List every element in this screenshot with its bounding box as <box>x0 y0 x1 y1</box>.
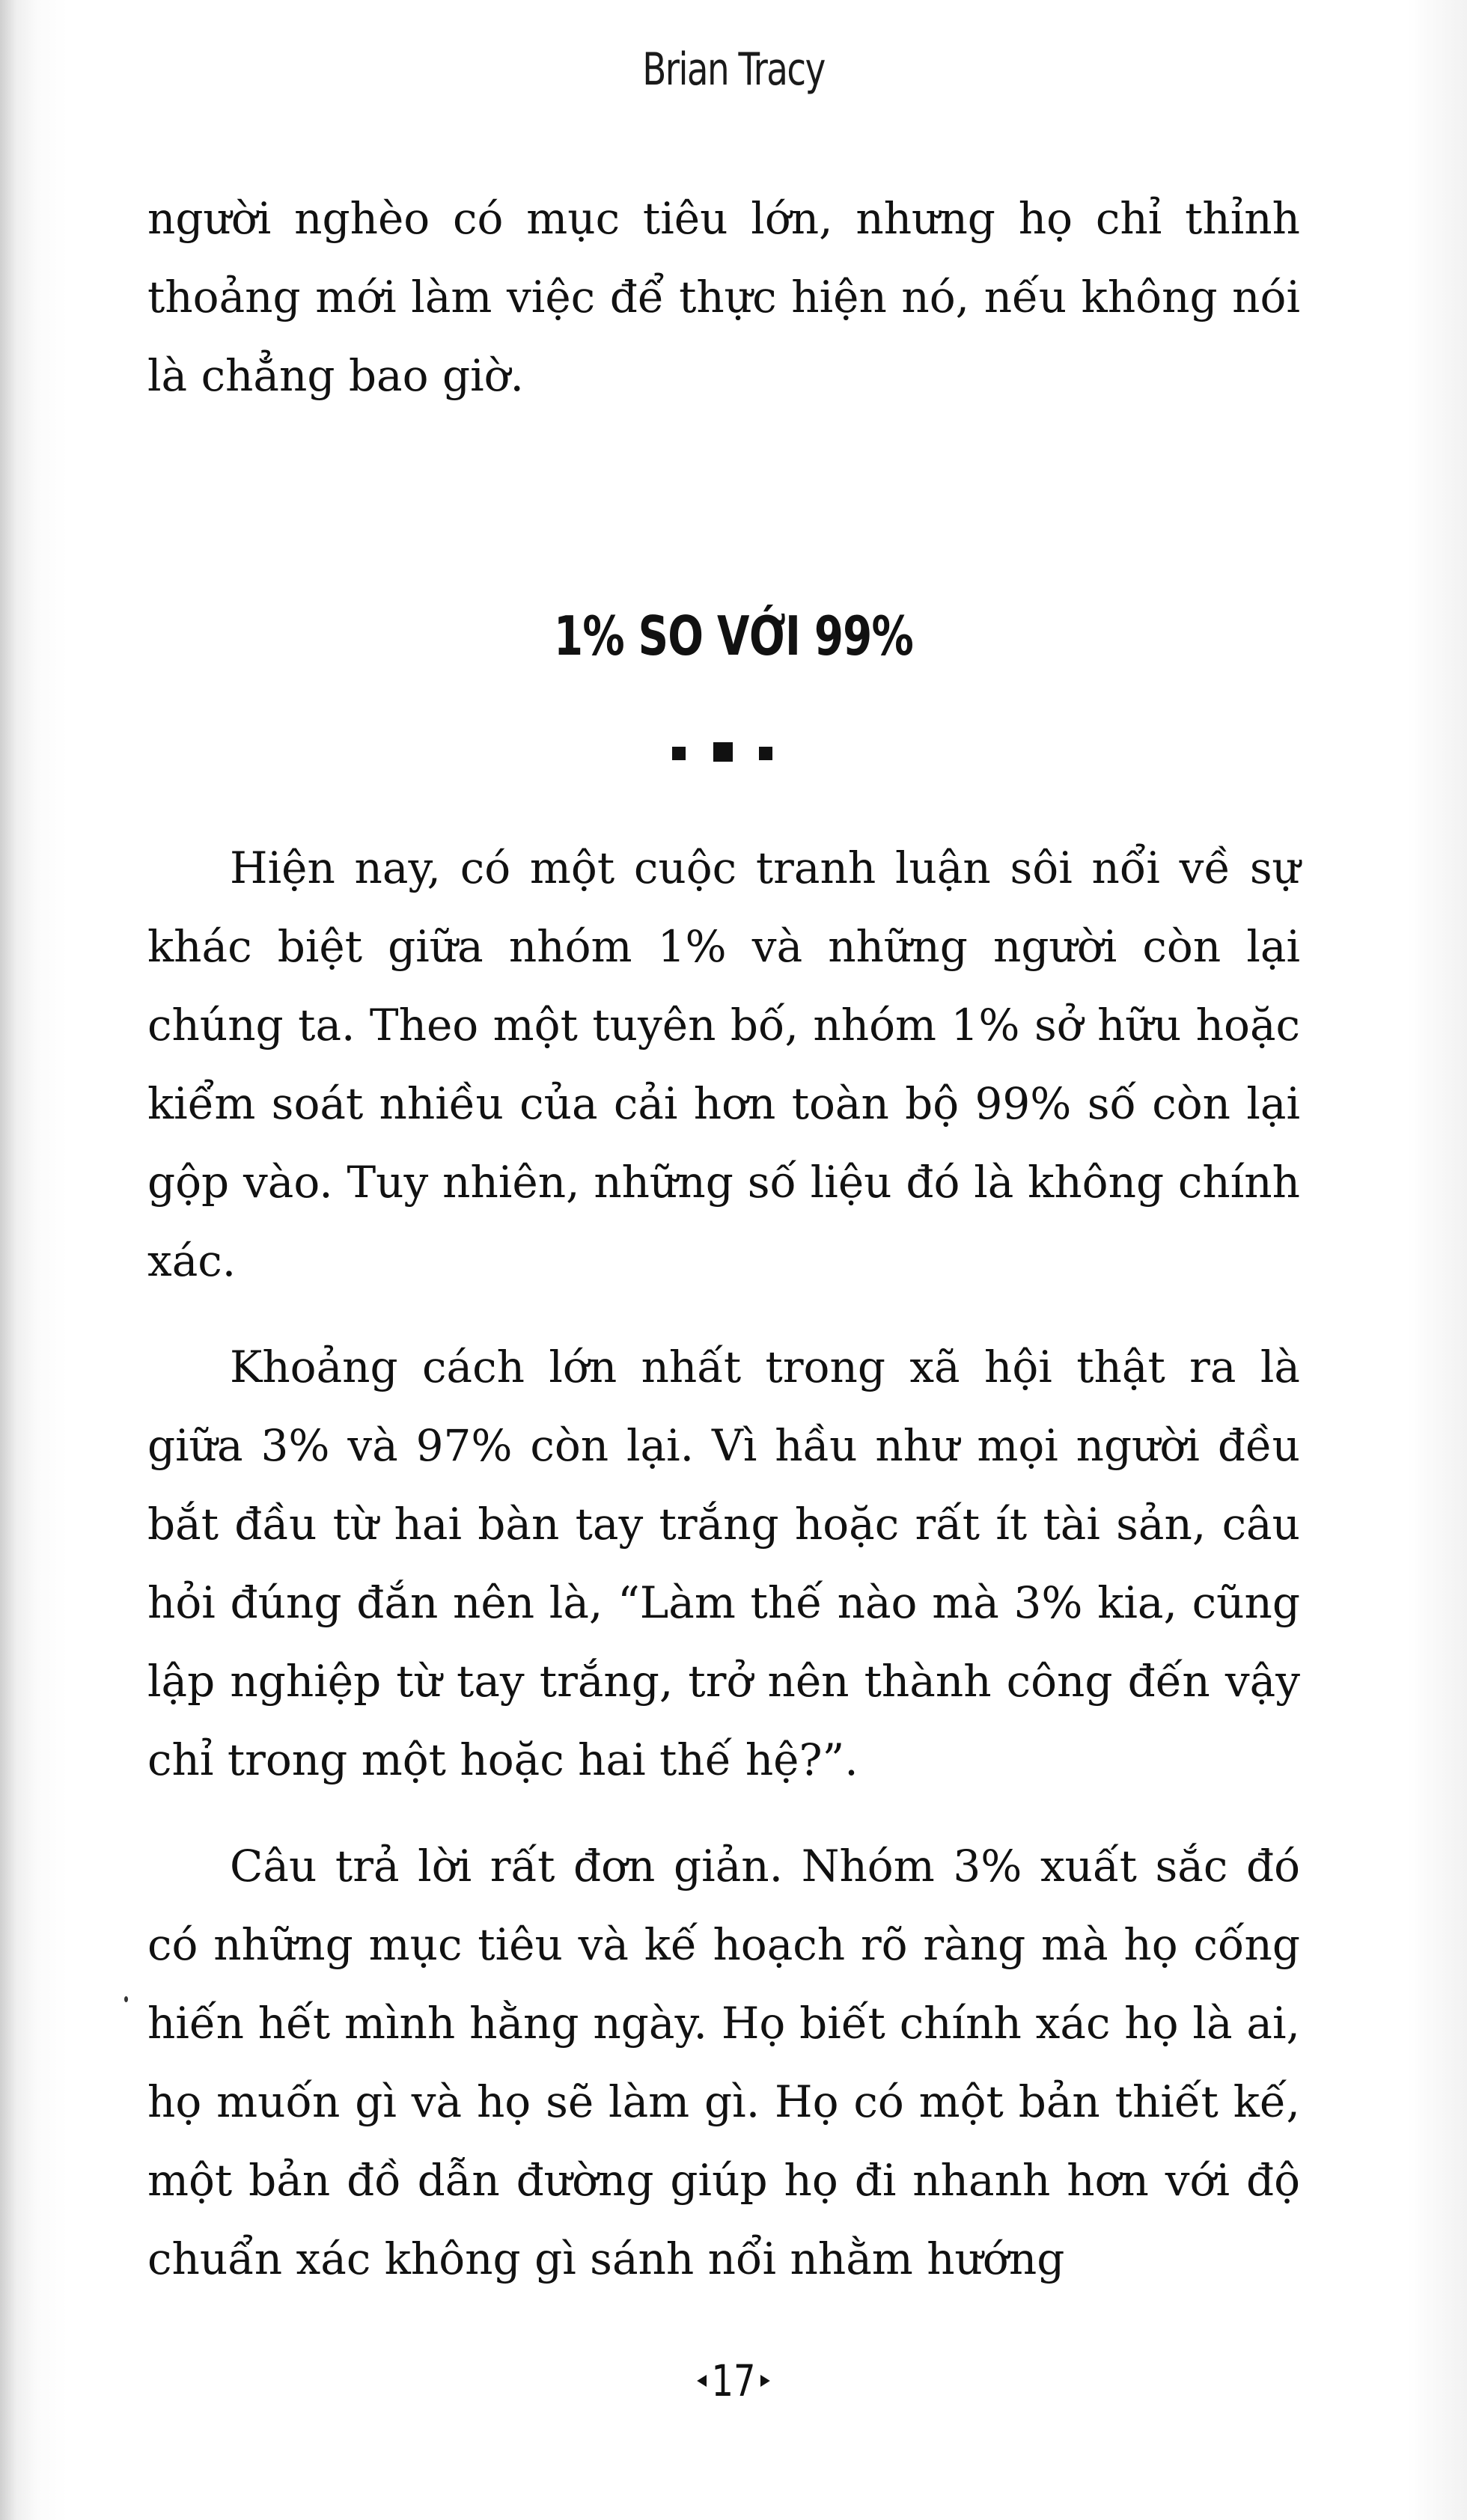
section-title: 1% SO VỚI 99% <box>554 605 913 667</box>
left-triangle-icon <box>697 2375 707 2387</box>
page-number-value: 17 <box>711 2355 756 2406</box>
paragraph-debate: Hiện nay, có một cuộc tranh luận sôi nổi về sự khác biệt giữa nhóm 1% và những người còn lại chúng ta. Theo một tuyên bố, nhóm 1% sở hữu hoặc kiểm soát nhiều của cải hơn toàn bộ 99% số còn lại gộp vào. Tuy nhiên, những số liệu đó là không chính xác. <box>147 842 1300 1286</box>
section-ornament <box>0 742 1467 772</box>
page-number <box>147 2355 1320 2406</box>
paragraph-continued: người nghèo có mục tiêu lớn, nhưng họ chỉ thỉnh thoảng mới làm việc để thực hiện nó, nếu không nói là chẳng bao giờ. <box>147 193 1300 401</box>
running-header-author: Brian Tracy <box>642 43 825 96</box>
print-speck <box>124 1996 128 2002</box>
ornament-square-icon <box>713 742 733 762</box>
ornament-square-icon <box>759 747 772 760</box>
paragraph-gap: Khoảng cách lớn nhất trong xã hội thật ra là giữa 3% và 97% còn lại. Vì hầu như mọi người đều bắt đầu từ hai bàn tay trắng hoặc rất ít tài sản, câu hỏi đúng đắn nên là, “Làm thế nào mà 3% kia, cũng lập nghiệp từ tay trắng, trở nên thành công đến vậy chỉ trong một hoặc hai thế hệ?”. <box>147 1342 1300 1785</box>
paragraph-answer: Câu trả lời rất đơn giản. Nhóm 3% xuất sắc đó có những mục tiêu và kế hoạch rõ ràng mà họ cống hiến hết mình hằng ngày. Họ biết chính xác họ là ai, họ muốn gì và họ sẽ làm gì. Họ có một bản thiết kế, một bản đồ dẫn đường giúp họ đi nhanh hơn với độ chuẩn xác không gì sánh nổi nhằm hướng <box>147 1841 1300 2284</box>
right-triangle-icon <box>760 2375 770 2387</box>
ornament-square-icon <box>672 747 686 760</box>
